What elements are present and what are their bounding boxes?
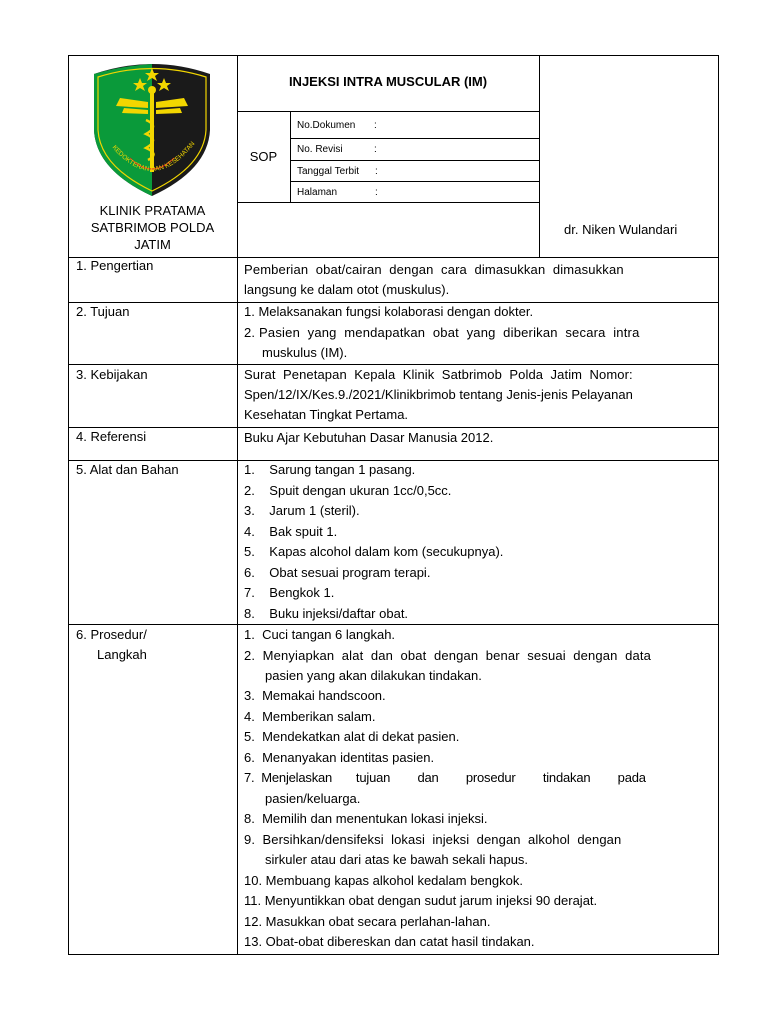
section-label: 6. Prosedur/: [76, 627, 147, 642]
list-item: 8. Memilih dan menentukan lokasi injeksi.: [244, 811, 488, 826]
doc-field-label: No. Revisi: [297, 144, 343, 155]
doc-field-label: No.Dokumen: [297, 120, 356, 131]
list-item: 2. Spuit dengan ukuran 1cc/0,5cc.: [244, 482, 452, 498]
doc-field-sep: :: [375, 166, 378, 177]
list-item: 5. Kapas alcohol dalam kom (secukupnya).: [244, 544, 504, 559]
section-text: Surat Penetapan Kepala Klinik Satbrimob Polda Jatim Nomor:: [244, 367, 633, 382]
clinic-name-line: KLINIK PRATAMA: [99, 203, 206, 218]
logo-text-arc: [90, 60, 214, 200]
section-text: Pemberian obat/cairan dengan cara dimasukkan dimasukkan: [244, 262, 624, 277]
list-item: 11. Menyuntikkan obat dengan sudut jarum injeksi 90 derajat.: [244, 893, 598, 908]
divider: [290, 160, 540, 161]
svg-text:KEDOKTERAN DAN KESEHATAN: KEDOKTERAN DAN KESEHATAN: [110, 140, 197, 174]
list-item: pasien/keluarga.: [265, 790, 361, 806]
list-item: 6. Obat sesuai program terapi.: [244, 564, 431, 580]
section-label: 3. Kebijakan: [76, 367, 148, 382]
list-item: 3. Memakai handscoon.: [244, 688, 386, 703]
list-item: sirkuler atau dari atas ke bawah sekali hapus.: [265, 852, 529, 867]
list-item: 1. Sarung tangan 1 pasang.: [244, 462, 416, 477]
list-item: 4. Memberikan salam.: [244, 708, 376, 724]
document-title: INJEKSI INTRA MUSCULAR (IM): [288, 74, 488, 89]
doc-field-label: Halaman: [297, 187, 338, 198]
divider: [237, 202, 540, 203]
clinic-name-line: SATBRIMOB POLDA: [90, 220, 215, 235]
divider: [68, 257, 719, 258]
list-item: 7. Bengkok 1.: [244, 585, 335, 600]
list-item: 2. Menyiapkan alat dan obat dengan benar sesuai dengan data: [244, 647, 651, 663]
doc-field-sep: :: [374, 144, 377, 155]
list-item: 9. Bersihkan/densifeksi lokasi injeksi dengan alkohol dengan: [244, 831, 622, 847]
sop-label: SOP: [249, 149, 278, 164]
list-item: 6. Menanyakan identitas pasien.: [244, 749, 435, 765]
divider: [237, 111, 540, 112]
list-item: 3. Jarum 1 (steril).: [244, 503, 360, 518]
section-text: muskulus (IM).: [262, 345, 348, 360]
list-item: 7. Menjelaskan tujuan dan prosedur tindakan pada: [244, 770, 646, 785]
clinic-name-line: JATIM: [134, 237, 171, 252]
list-item: 4. Bak spuit 1.: [244, 523, 338, 539]
doc-field-label: Tanggal Terbit: [297, 166, 360, 177]
list-item: 5. Mendekatkan alat di dekat pasien.: [244, 729, 460, 744]
divider: [290, 112, 291, 202]
doc-field-sep: :: [374, 120, 377, 131]
list-item: 13. Obat-obat dibereskan dan catat hasil tindakan.: [244, 934, 535, 949]
list-item: 12. Masukkan obat secara perlahan-lahan.: [244, 913, 491, 929]
section-text: Spen/12/IX/Kes.9./2021/Klinikbrimob tentang Jenis-jenis Pelayanan: [244, 387, 633, 402]
divider: [290, 181, 540, 182]
section-label: 2. Tujuan: [76, 304, 130, 319]
section-text: 2. Pasien yang mendapatkan obat yang diberikan secara intra: [244, 325, 640, 340]
section-label: 5. Alat dan Bahan: [76, 462, 179, 477]
section-label: 4. Referensi: [76, 429, 147, 444]
list-item: 8. Buku injeksi/daftar obat.: [244, 605, 409, 621]
doc-field-sep: :: [375, 187, 378, 198]
divider: [290, 138, 540, 139]
list-item: 1. Cuci tangan 6 langkah.: [244, 627, 396, 642]
list-item: pasien yang akan dilakukan tindakan.: [265, 668, 482, 683]
section-text: Kesehatan Tingkat Pertama.: [244, 407, 409, 422]
section-text: Buku Ajar Kebutuhan Dasar Manusia 2012.: [244, 430, 494, 445]
section-text: langsung ke dalam otot (muskulus).: [244, 282, 450, 297]
signatory-name: dr. Niken Wulandari: [564, 222, 678, 237]
divider: [539, 55, 540, 257]
divider: [237, 55, 238, 955]
section-label: Langkah: [97, 647, 147, 662]
list-item: 10. Membuang kapas alkohol kedalam bengkok.: [244, 872, 523, 888]
section-text: 1. Melaksanakan fungsi kolaborasi dengan dokter.: [244, 304, 534, 319]
section-label: 1. Pengertian: [76, 258, 154, 273]
